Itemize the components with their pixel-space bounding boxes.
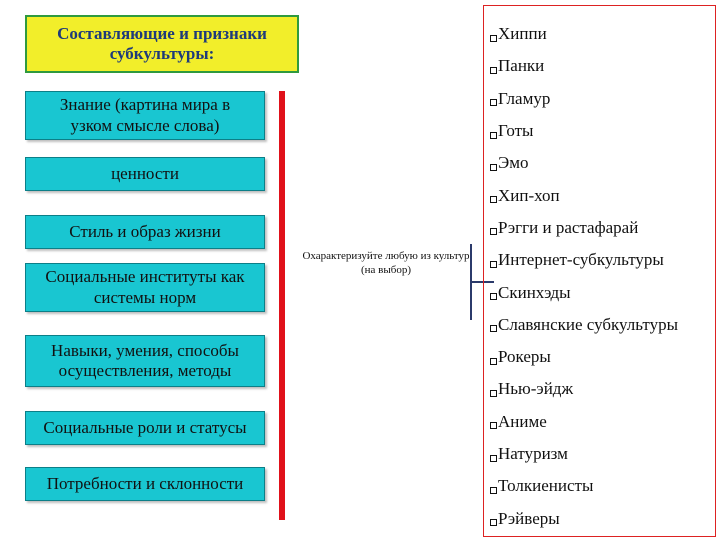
component-roles [25, 411, 265, 445]
list-item [490, 212, 718, 244]
list-item-label: Натуризм [498, 444, 568, 463]
component-knowledge-label: Знание (картина мира в узком смысле слова) [59, 95, 231, 135]
component-lifestyle-label: Стиль и образ жизни [69, 221, 221, 241]
square-bullet-icon [490, 455, 497, 462]
list-item [490, 438, 718, 470]
square-bullet-icon [490, 35, 497, 42]
square-bullet-icon [490, 164, 497, 171]
list-item-label: Эмо [498, 153, 529, 173]
list-item-label: Панки [498, 56, 545, 76]
square-bullet-icon [490, 99, 497, 106]
square-bullet-icon [490, 487, 497, 494]
list-item-label: Готы [498, 121, 534, 141]
component-skills-label: Навыки, умения, способы осуществления, методы [51, 340, 239, 380]
list-item [490, 373, 718, 405]
list-item-label: Гламур [498, 88, 551, 108]
list-item [490, 244, 718, 276]
square-bullet-icon [490, 358, 497, 365]
square-bullet-icon [490, 67, 497, 74]
square-bullet-icon [490, 422, 497, 429]
list-item [490, 179, 718, 211]
list-item [490, 147, 718, 179]
list-item [490, 276, 718, 308]
list-item [490, 502, 718, 534]
component-values [25, 157, 265, 191]
diagram-title-text: Составляющие и признаки субкультуры: [57, 23, 267, 63]
square-bullet-icon [490, 196, 497, 203]
list-item-label: Аниме [498, 411, 547, 431]
component-roles-label: Социальные роли и статусы [43, 417, 247, 437]
list-item [490, 50, 718, 82]
list-item-label: Хиппи [498, 24, 547, 44]
list-item [490, 309, 718, 341]
list-item-label: Славянские субкультуры [498, 314, 679, 334]
list-item-label: Толкиенисты [498, 476, 594, 496]
square-bullet-icon [490, 519, 497, 526]
square-bullet-icon [490, 261, 497, 268]
list-item [490, 115, 718, 147]
component-knowledge [25, 91, 265, 140]
red-divider-line [279, 91, 285, 520]
square-bullet-icon [490, 325, 497, 332]
list-item [490, 18, 718, 50]
list-item [490, 83, 718, 115]
component-institutions-label: Социальные институты как системы норм [45, 267, 245, 307]
subcultures-list [490, 18, 718, 535]
list-item-label: Рокеры [498, 347, 551, 367]
list-item-label: Хип-хоп [498, 185, 560, 205]
task-text: Охарактеризуйте любую из культур (на выбор) [302, 250, 470, 276]
component-institutions [25, 263, 265, 312]
list-item [490, 406, 718, 438]
component-values-label: ценности [111, 163, 179, 183]
square-bullet-icon [490, 228, 497, 235]
list-item-label: Скинхэды [498, 282, 571, 302]
square-bullet-icon [490, 293, 497, 300]
component-needs [25, 467, 265, 501]
list-item [490, 470, 718, 502]
list-item [490, 341, 718, 373]
diagram-title [25, 15, 299, 73]
component-lifestyle [25, 215, 265, 249]
component-skills [25, 335, 265, 387]
component-needs-label: Потребности и склонности [46, 473, 244, 493]
square-bullet-icon [490, 132, 497, 139]
list-item-label: Нью-эйдж [498, 379, 574, 399]
list-item-label: Интернет-субкультуры [498, 250, 664, 270]
square-bullet-icon [490, 390, 497, 397]
list-item-label: Рэйверы [498, 508, 560, 528]
list-item-label: Рэгги и растафарай [498, 217, 639, 237]
